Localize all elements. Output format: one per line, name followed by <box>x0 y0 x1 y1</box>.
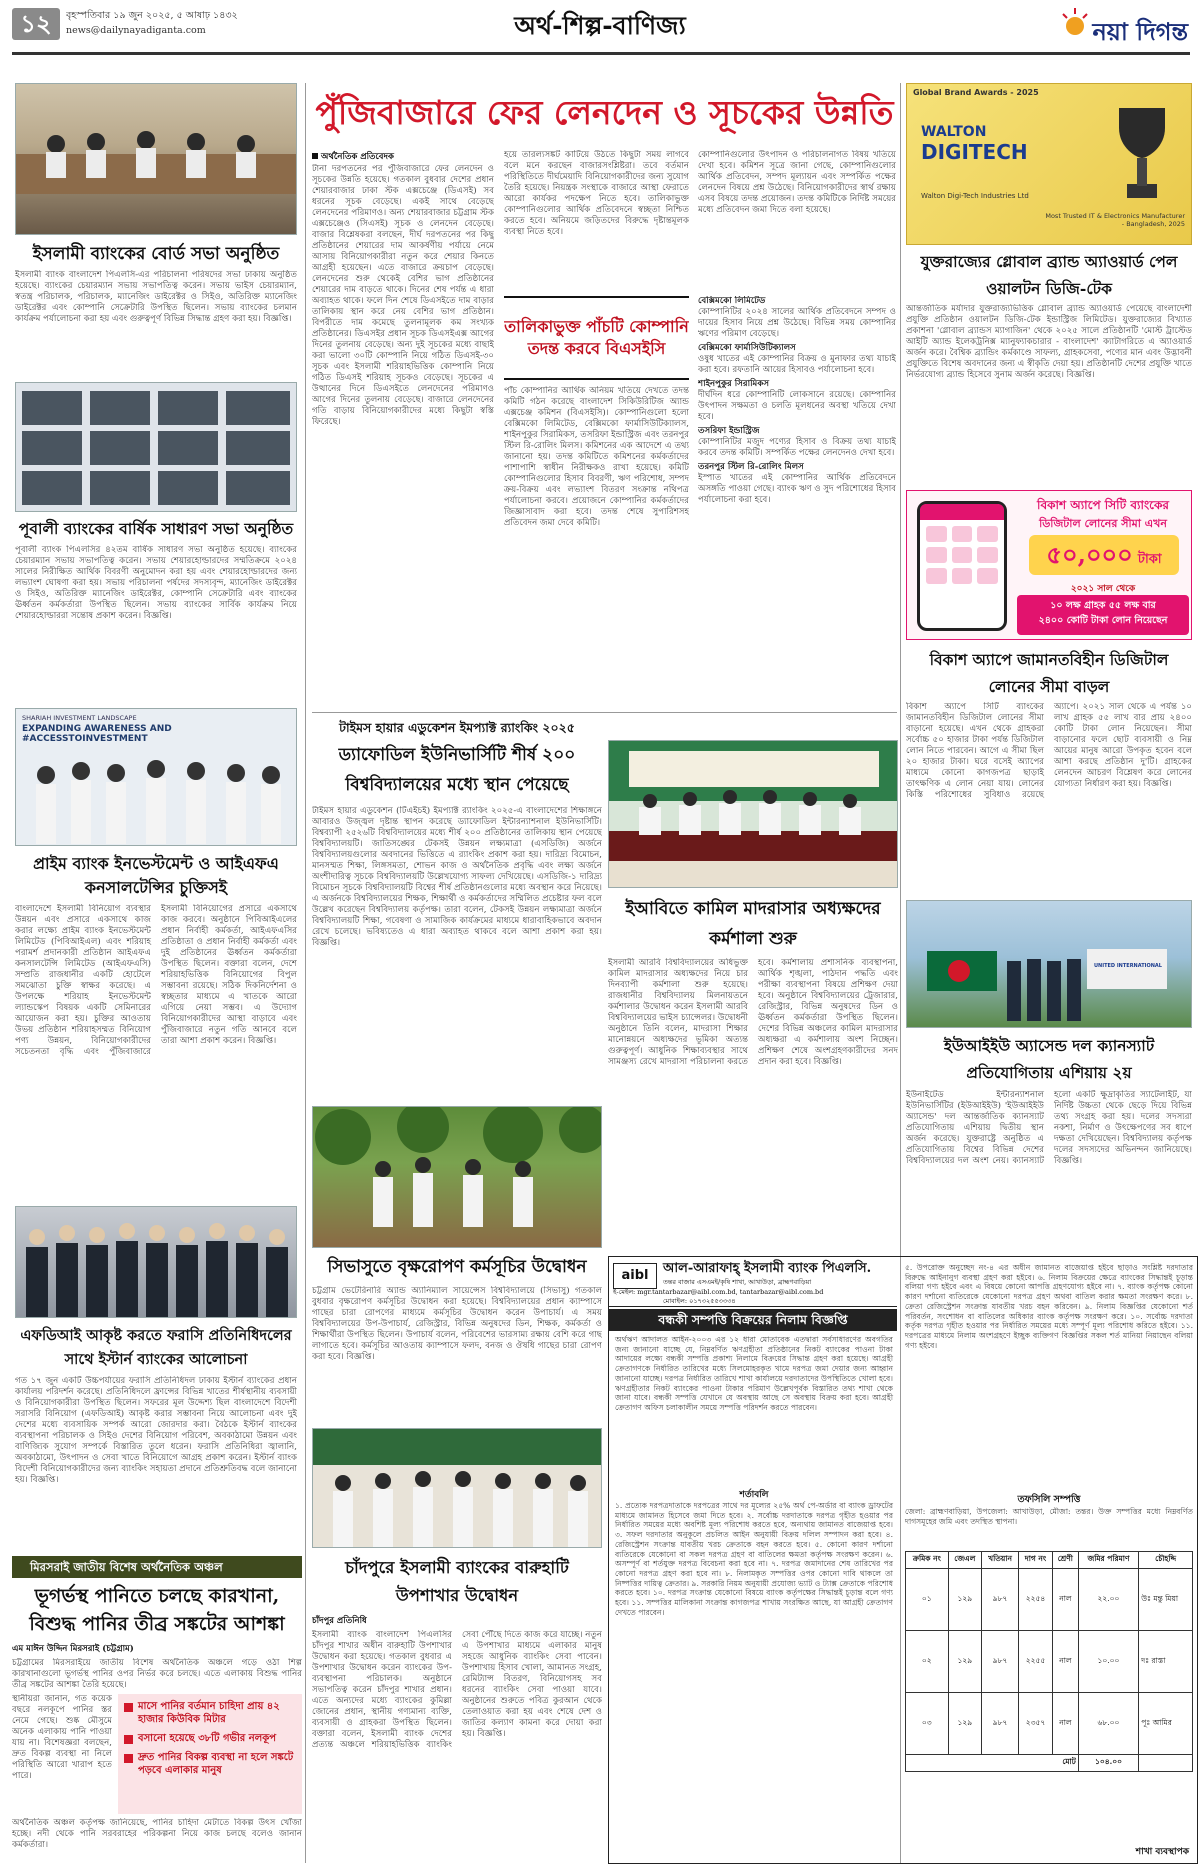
daffodil-headline: ড্যাফোডিল ইউনিভার্সিটি শীর্ষ ২০০ বিশ্ববিদ্যালয়ের মধ্যে স্থান পেয়েছে <box>338 745 576 795</box>
table-cell: ২২৫৫ <box>1019 1631 1053 1693</box>
bullet-square-icon <box>124 1703 133 1712</box>
table-cell: ২৩৫৭ <box>1019 1693 1053 1755</box>
inset-headline: তালিকাভুক্ত পাঁচটি কোম্পানি তদন্ত করবে বিএসইসি <box>504 317 689 358</box>
bkash-note2: ২৪০০ কোটি টাকা লোন নিয়েছেন <box>1038 615 1168 626</box>
uiu-headline: ইউআইইউ অ্যাসেন্ড দল ক্যানস্যাট প্রতিযোগিতায় এশিয়ায় ২য় <box>943 1036 1155 1082</box>
daffodil-body: টাইমস হায়ার এডুকেশন (টিএইচই) ইমপ্যাক্ট র‌্যাংকিং ২০২৫-এ বাংলাদেশের শিক্ষাঙ্গনে আবারও উজ্জ্বল দৃষ্টান্ত স্থাপন করেছে ড্যাফোডিল ইন্টারন্যাশনাল ইউনিভার্সিটি। বিশ্বব্যাপী ২৫২৬টি বিশ্ববিদ্যালয়ের মধ্যে শীর্ষ ২০০ প্রতিষ্ঠানের তালিকায় স্থান পেয়েছে বিশ্ববিদ্যালয়টি। জাতিসঙ্ঘের টেকসই উন্নয়ন লক্ষ্যমাত্রা (এসডিজি) অর্জনে বিশ্ববিদ্যালয়গুলোর অবদানের ভিত্তিতে এ র‌্যাংকিং প্রকাশ করা হয়। দারিদ্র্য বিমোচন, মানসম্মত শিক্ষা, লিঙ্গসমতা, শোভন কাজ ও অর্থনৈতিক প্রবৃদ্ধি এবং লক্ষ্য অর্জনে অংশীদারিত্ব সূচকে বিশ্ববিদ্যালয়টি উল্লেখযোগ্য সাফল্য দেখিয়েছে। এসডিজি-১ দারিদ্র্য বিমোচন সূচকে বিশ্ববিদ্যালয়টি বিশ্বের শীর্ষ প্রতিষ্ঠানগুলোর মধ্যে অবস্থান করে নিয়েছে। এ অর্জনকে বিশ্ববিদ্যালয়ের শিক্ষক, শিক্ষার্থী ও কর্মকর্তাদের সম্মিলিত প্রচেষ্টার ফল বলে উল্লেখ করেছেন বিশ্ববিদ্যালয় কর্তৃপক্ষ। তারা বলেন, টেকসই উন্নয়ন লক্ষ্যমাত্রা অর্জনে বিশ্ববিদ্যালয়টি শিক্ষা, গবেষণা ও সামাজিক কার্যক্রমের মাধ্যমে ধারাবাহিকভাবে অবদান রেখে চলেছে। ভবিষ্যতেও এ ধারা অব্যাহত থাকবে বলে আশা প্রকাশ করা হয়। বিজ্ঞপ্তি। <box>312 806 602 948</box>
chandpur-headline: চাঁদপুরে ইসলামী ব্যাংকের বারুহাটি উপশাখার উদ্বোধন <box>345 1558 569 1605</box>
app-tile-icon <box>926 526 947 542</box>
iabt-body: ইসলামী আরবি বিশ্ববিদ্যালয়ের অধিভুক্ত কামিল মাদরাসার অধ্যক্ষদের নিয়ে চার দিনব্যাপী কর্মশালা শুরু হয়েছে। রাজধানীর বিশ্ববিদ্যালয় মিলনায়তনে কর্মশালার উদ্বোধন করেন ইসলামী আরবি বিশ্ববিদ্যালয়ের ভাইস চ্যান্সেলর। উদ্বোধনী অনুষ্ঠানে তিনি বলেন, মাদরাসা শিক্ষার মানোন্নয়নে অধ্যক্ষদের ভূমিকা অত্যন্ত গুরুত্বপূর্ণ। আধুনিক শিক্ষাব্যবস্থার সাথে সামঞ্জস্য রেখে মাদরাসা পরিচালনা করতে হবে। কর্মশালায় প্রশাসনিক ব্যবস্থাপনা, আর্থিক শৃঙ্খলা, পাঠদান পদ্ধতি এবং পরীক্ষা ব্যবস্থাপনা বিষয়ে প্রশিক্ষণ দেয়া হবে। অনুষ্ঠানে বিশ্ববিদ্যালয়ের ট্রেজারার, রেজিস্ট্রার, বিভিন্ন অনুষদের ডিন ও ঊর্ধ্বতন কর্মকর্তারা উপস্থিত ছিলেন। দেশের বিভিন্ন অঞ্চলের কামিল মাদরাসার অধ্যক্ষরা এ কর্মশালায় অংশ নিচ্ছেন। প্রশিক্ষণ শেষে অংশগ্রহণকারীদের সনদ প্রদান করা হবে। বিজ্ঞপ্তি। <box>608 958 898 1067</box>
tree-body: চট্টগ্রাম ভেটেরিনারি অ্যান্ড অ্যানিম্যাল সায়েন্সেস বিশ্ববিদ্যালয়ে (সিভাসু) গতকাল বুধবার বৃক্ষরোপণ কর্মসূচির উদ্বোধন করা হয়েছে। বিশ্ববিদ্যালয়ের প্রধান ক্যাম্পাসে গাছের চারা রোপণের মাধ্যমে কর্মসূচির উদ্বোধন করেন উপাচার্য। এ সময় বিশ্ববিদ্যালয়ের উপ-উপাচার্য, রেজিস্ট্রার, বিভিন্ন অনুষদের ডিন, শিক্ষক, কর্মকর্তা ও শিক্ষার্থীরা উপস্থিত ছিলেন। উপাচার্য বলেন, পরিবেশের ভারসাম্য রক্ষায় বেশি করে গাছ লাগাতে হবে। কর্মসূচির আওতায় ক্যাম্পাসে ফলদ, বনজ ও ঔষধি গাছের চারা রোপণ করা হবে। বিজ্ঞপ্তি। <box>312 1286 602 1362</box>
app-tile-icon <box>977 526 998 542</box>
table-cell: ০৩ <box>906 1693 949 1755</box>
bkash-ad-line2: ডিজিটাল লোনের সীমা এখন <box>1039 517 1167 530</box>
walton-award-title: Global Brand Awards - 2025 <box>913 88 1039 97</box>
uiu-photo <box>906 900 1192 1028</box>
table-cell: ০২ <box>906 1631 949 1693</box>
mirsarai-bullet-text: দ্রুত পানির বিকল্প ব্যবস্থা না হলে সঙ্কটে পড়বে এলাকার মানুষ <box>138 1752 294 1776</box>
auction-schedule-table <box>905 1551 1193 1772</box>
iabt-photo <box>608 740 898 888</box>
auction-branch: তন্তর বাজার এসএমই/কৃষি শাখা, আখাউড়া, ব্রাহ্মণবাড়িয়া <box>663 1278 812 1286</box>
main-body-col3-top: কোম্পানিগুলোর উৎপাদন ও পরিচালনাগত বিষয় খতিয়ে দেখা হবে। কমিশন সূত্রে জানা গেছে, কোম্পানিগুলোর আর্থিক প্রতিবেদন, সম্পদ মূল্যায়ন এবং সম্পর্কিত পক্ষের লেনদেন বিষয়ে প্রশ্ন উঠেছে। বিনিয়োগকারীদের স্বার্থ রক্ষায় এসব বিষয়ে তদন্ত প্রয়োজন। তদন্ত কমিটিকে নির্দিষ্ট সময়ের মধ্যে প্রতিবেদন জমা দিতে বলা হয়েছে। <box>698 150 896 215</box>
iabt-headline: ইআবিতে কামিল মাদরাসার অধ্যক্ষদের কর্মশালা শুরু <box>625 899 881 949</box>
phone-screen-header <box>920 504 1004 520</box>
walton-ad <box>906 83 1192 245</box>
table-cell: ১০.০০ <box>1078 1631 1138 1693</box>
logo-text: নয়া দিগন্ত <box>1092 17 1188 46</box>
header-dateline <box>66 8 326 42</box>
table-cell: উঃ মন্তু মিয়া <box>1139 1569 1193 1631</box>
mirsarai-body-left: স্থানীয়রা জানান, গত কয়েক বছরে নলকূপে পানির স্তর নেমে গেছে। শুষ্ক মৌসুমে অনেক এলাকায় পানি পাওয়া যায় না। বিশেষজ্ঞরা বলছেন, দ্রুত বিকল্প ব্যবস্থা না নিলে পরিস্থিতি আরো খারাপ হতে পারে। <box>12 1694 112 1781</box>
mirsarai-bullet-3 <box>124 1751 296 1777</box>
auction-header <box>609 1257 897 1307</box>
company-5: তরনপুর স্টিল রি-রোলিং মিলস <box>698 462 804 472</box>
bullet-square-icon <box>124 1754 133 1763</box>
page-number-box <box>12 8 60 40</box>
table-header-cell: জেএল <box>948 1552 981 1569</box>
table-cell: নাল <box>1052 1631 1078 1693</box>
mirsarai-highlight-box <box>118 1694 302 1814</box>
mirsarai-headline: ভূগর্ভস্থ পানিতে চলছে কারখানা, বিশুদ্ধ পানির তীব্র সঙ্কটের আশঙ্কা <box>29 1585 285 1635</box>
auction-schedule-desc: জেলা: ব্রাহ্মণবাড়িয়া, উপজেলা: আখাউড়া, মৌজা: তন্তর। উক্ত সম্পত্তির মধ্যে নিম্নবর্ণিত দাগসমূহের জমি এবং তদস্থিত স্থাপনা। <box>905 1507 1193 1526</box>
section-divider <box>312 712 897 713</box>
page-number: ১২ <box>20 9 52 38</box>
app-tile-icon <box>952 547 973 563</box>
app-tile-icon <box>926 547 947 563</box>
pubali-agm-headline: পূবালী ব্যাংকের বার্ষিক সাধারণ সভা অনুষ্ঠিত <box>18 519 294 538</box>
walton-headline: যুক্তরাজ্যের গ্লোবাল ব্র্যান্ড অ্যাওয়ার্ড পেল ওয়ালটন ডিজি-টেক <box>920 252 1178 298</box>
tree-headline: সিভাসুতে বৃক্ষরোপণ কর্মসূচির উদ্বোধন <box>327 1257 587 1277</box>
bkash-note-year: ২০২১ সাল থেকে <box>1070 584 1136 594</box>
company-2: বেক্সিমকো ফার্মাসিউটিক্যালস <box>698 343 796 353</box>
table-cell: ২২৫৪ <box>1019 1569 1053 1631</box>
table-row <box>906 1569 1193 1631</box>
chandpur-photo <box>312 1428 602 1548</box>
bkash-note-box <box>1017 595 1189 635</box>
table-total-value: ১০৪.০০ <box>1078 1755 1138 1772</box>
mirsarai-bullet-1 <box>124 1700 296 1726</box>
main-headline: পুঁজিবাজারে ফের লেনদেন ও সূচকের উন্নতি <box>315 93 894 132</box>
table-cell: পূঃ আমির <box>1139 1693 1193 1755</box>
walton-caption: Most Trusted IT & Electronics Manufacturer - Bangladesh, 2025 <box>1045 212 1185 228</box>
main-byline-text: অর্থনৈতিক প্রতিবেদক <box>321 152 394 162</box>
mirsarai-bullet-text: মাসে পানির বর্তমান চাহিদা প্রায় ৪২ হাজার কিউবিক মিটার <box>138 1701 280 1725</box>
table-row <box>906 1631 1193 1693</box>
issue-date: বৃহস্পতিবার ১৯ জুন ২০২৫, ৫ আষাঢ় ১৪৩২ <box>66 10 238 21</box>
phone-app-grid <box>920 520 1004 590</box>
auction-bank-name: আল-আরাফাহ্ ইসলামী ব্যাংক পিএলসি. <box>663 1261 872 1276</box>
eastern-bank-headline: এফডিআই আকৃষ্ট করতে ফরাসি প্রতিনিধিদলের সাথে ইস্টার্ন ব্যাংকের আলোচনা <box>20 1327 292 1368</box>
table-cell: ২২.০০ <box>1078 1569 1138 1631</box>
company-3: শাইনপুকুর সিরামিকস <box>698 379 770 389</box>
prime-bank-body: বাংলাদেশে ইসলামী বিনিয়োগ ব্যবস্থার উন্নয়ন এবং প্রসারে একসাথে কাজ করার লক্ষ্যে প্রাইম ব্যাংক ইনভেস্টমেন্ট লিমিটেড (পিবিআইএল) এবং শরিয়াহ পরামর্শ প্রদানকারী প্রতিষ্ঠান আইএফএ কনসালটেন্সি লিমিটেড (আইএফএসি) সম্প্রতি রাজধানীর একটি হোটেলে সমঝোতা চুক্তি স্বাক্ষর করেছে। এ উপলক্ষে শরিয়াহ ইনভেস্টমেন্ট ল্যান্ডস্কেপ বিষয়ক একটি সেমিনারের আয়োজন করা হয়। চুক্তির আওতায় উভয় প্রতিষ্ঠান শরিয়াহসম্মত বিনিয়োগ পণ্য উন্নয়ন, বিনিয়োগকারীদের সচেতনতা বৃদ্ধি এবং পুঁজিবাজারে ইসলামী বিনিয়োগের প্রসারে একসাথে কাজ করবে। অনুষ্ঠানে পিবিআইএলের প্রধান নির্বাহী কর্মকর্তা, আইএফএসির প্রতিষ্ঠাতা ও প্রধান নির্বাহী কর্মকর্তা এবং দুই প্রতিষ্ঠানের ঊর্ধ্বতন কর্মকর্তারা উপস্থিত ছিলেন। বক্তারা বলেন, দেশে শরিয়াহভিত্তিক বিনিয়োগের বিপুল সম্ভাবনা রয়েছে। সঠিক দিকনির্দেশনা ও স্বচ্ছতার মাধ্যমে এ খাতকে আরো এগিয়ে নেয়া সম্ভব। এ উদ্যোগ বিনিয়োগকারীদের আস্থা বাড়াবে এবং পুঁজিবাজারে নতুন গতি আনবে বলে তারা আশা প্রকাশ করেন। বিজ্ঞপ্তি। <box>15 904 297 1057</box>
bkash-amount-box <box>1029 535 1179 575</box>
walton-body: আন্তর্জাতিক মর্যাদার যুক্তরাজ্যভিত্তিক গ্লোবাল ব্র্যান্ড অ্যাওয়ার্ড পেয়েছে বাংলাদেশী প্রযুক্তি প্রতিষ্ঠান ওয়ালটন ডিজি-টেক ইন্ডাস্ট্রিজ লিমিটেড। যুক্তরাজ্যের বিখ্যাত প্রকাশনা 'গ্লোবাল ব্র্যান্ডস ম্যাগাজিন' থেকে ২০২৫ সালে প্রতিষ্ঠানটি 'মোস্ট ট্রাস্টেড আইটি অ্যান্ড ইলেকট্রনিক্স ম্যানুফ্যাকচারার - বাংলাদেশ' ক্যাটাগরিতে এ অ্যাওয়ার্ড অর্জন করে। বৈশ্বিক ব্র্যান্ডিং কর্মকাণ্ডে সাফল্য, গ্রাহকসেবা, পণ্যের মান এবং উদ্ভাবনী প্রযুক্তিতে বিশেষ অবদানের জন্য এ স্বীকৃতি দেয়া হয়। প্রতিষ্ঠানটি দেশের প্রযুক্তি খাতে নির্ভরযোগ্য ব্র্যান্ড হিসেবে সুনাম অর্জন করেছে। বিজ্ঞপ্তি। <box>906 304 1192 380</box>
bkash-ad-line1: বিকাশ অ্যাপে সিটি ব্যাংকের <box>1037 498 1169 512</box>
section-title: অর্থ-শিল্প-বাণিজ্য <box>514 11 686 40</box>
table-cell: ৯৮৭ <box>982 1631 1019 1693</box>
table-cell: নাল <box>1052 1693 1078 1755</box>
bkash-ad <box>906 490 1192 640</box>
uiu-banner-text: UNITED INTERNATIONAL <box>1094 963 1162 969</box>
inset-headline-box <box>504 296 689 380</box>
table-header-cell: ক্রমিক নং <box>906 1552 949 1569</box>
table-cell: ৯৮৭ <box>982 1569 1019 1631</box>
eastern-bank-body: গত ১৭ জুন একটি উচ্চপর্যায়ের ফরাসি প্রতিনিধিদল ঢাকায় ইস্টার্ন ব্যাংকের প্রধান কার্যালয় পরিদর্শন করেছে। প্রতিনিধিদলে ফ্রান্সের বিভিন্ন খাতের শীর্ষস্থানীয় ব্যবসায়ী ও বিনিয়োগকারীরা উপস্থিত ছিলেন। সফরের মূল উদ্দেশ্য ছিল বাংলাদেশে বিদেশী সরাসরি বিনিয়োগ (এফডিআই) আকৃষ্ট করার সম্ভাবনা নিয়ে আলোচনা এবং দুই দেশের মধ্যে ব্যবসায়িক সম্পর্ক আরো জোরদার করা। বৈঠকে ইস্টার্ন ব্যাংকের ব্যবস্থাপনা পরিচালক ও সিইও দেশের বিনিয়োগ পরিবেশ, অবকাঠামো উন্নয়ন এবং বাণিজ্যিক সুযোগ সম্পর্কে বিস্তারিত তুলে ধরেন। ফরাসি প্রতিনিধিরা জ্বালানি, অবকাঠামো, উৎপাদন ও সেবা খাতে বিনিয়োগে আগ্রহ প্রকাশ করেন। ইস্টার্ন ব্যাংক বিদেশী বিনিয়োগকারীদের জন্য ব্যাংকিং সহায়তা প্রদানে প্রতিশ্রুতিবদ্ধ বলে জানানো হয়। বিজ্ঞপ্তি। <box>15 1376 297 1485</box>
table-header-row <box>906 1552 1193 1569</box>
table-cell: ১২৯ <box>948 1631 981 1693</box>
mirsarai-tag-text: মিরসরাই জাতীয় বিশেষ অর্থনৈতিক অঞ্চল <box>30 1560 223 1574</box>
table-cell: ৯৮৭ <box>982 1693 1019 1755</box>
auction-intro: অর্থঋণ আদালত আইন-২০০৩ এর ১২ ধারা মোতাবেক এতদ্বারা সর্বসাধারণের অবগতির জন্য জানানো যাচ্ছে যে, নিম্নবর্ণিত ঋণগ্রহীতা প্রতিষ্ঠানের নিকট ব্যাংকের পাওনা টাকা আদায়ের লক্ষ্যে বন্ধকী সম্পত্তি প্রকাশ্য নিলামে বিক্রয়ের সিদ্ধান্ত গ্রহণ করা হয়েছে। আগ্রহী ক্রেতাগণকে নির্ধারিত তারিখের মধ্যে সিলমোহরকৃত খামে দরপত্র জমা দেয়ার জন্য আহ্বান জানানো যাচ্ছে। দরপত্র নির্ধারিত তারিখে শাখা কার্যালয়ে দরদাতাদের উপস্থিতিতে খোলা হবে। ঋণগ্রহীতার নিকট ব্যাংকের পাওনা টাকার পরিমাণ উল্লেখপূর্বক বিস্তারিত তথ্য শাখা থেকে জানা যাবে। বন্ধকী সম্পত্তি যেখানে যে অবস্থায় আছে সে অবস্থায় বিক্রয় করা হবে। আগ্রহী ক্রেতাগণ অফিস চলাকালীন সময়ে সম্পত্তি পরিদর্শন করতে পারবেন। <box>615 1335 893 1413</box>
trophy-icon <box>1107 98 1177 208</box>
auction-terms-right: ৫. উপরোক্ত অনুচ্ছেদ নং-৪ এর অধীন জামানত বাজেয়াপ্ত হইবে ছাড়াও সংশ্লিষ্ট দরদাতার বিরুদ্ধে আইনানুগ ব্যবস্থা গ্রহণ করা হইবে। ৬. নিলাম বিক্রয়ের ক্ষেত্রে ব্যাংকের সিদ্ধান্তই চূড়ান্ত বলিয়া গণ্য হইবে এবং এ বিষয়ে কোনো আপত্তি গ্রহণযোগ্য হইবে না। ৭. ব্যাংক কর্তৃপক্ষ কোনো কারণ দর্শানো ব্যতিরেকে যেকোনো দরপত্র গ্রহণ অথবা বাতিল করার ক্ষমতা সংরক্ষণ করে। ৮. ক্রেতা রেজিস্ট্রেশন সংক্রান্ত যাবতীয় খরচ বহন করিবেন। ৯. নিলাম বিজ্ঞপ্তির যেকোনো শর্ত পরিবর্তন, সংশোধন বা বাতিলের অধিকার ব্যাংক কর্তৃপক্ষ সংরক্ষণ করে। ১০. সর্বোচ্চ দরদাতা কর্তৃক দরপত্র গৃহীত হওয়ার পর নির্ধারিত সময়ের মধ্যে সম্পূর্ণ মূল্য পরিশোধ করিতে হইবে। ১১. দরপত্রের মাধ্যমে নিলাম অংশগ্রহণে ইচ্ছুক ব্যক্তিগণ বিজ্ঞপ্তির সকল শর্ত মানিয়া নিয়াছেন বলিয়া গণ্য হইবে। <box>905 1263 1193 1350</box>
aibl-logo-text: aibl <box>621 1268 649 1283</box>
mirsarai-body-bottom: অর্থনৈতিক অঞ্চল কর্তৃপক্ষ জানিয়েছে, পানির চাহিদা মেটাতে বিকল্প উৎস খোঁজা হচ্ছে। নদী থেকে পানি সরবরাহের পরিকল্পনা নিয়ে কাজ চলছে বলেও জানান কর্মকর্তারা। <box>12 1818 302 1850</box>
bkash-currency: টাকা <box>1137 552 1162 567</box>
table-cell: দঃ রাস্তা <box>1139 1631 1193 1693</box>
auction-terms-label: শর্তাবলি <box>739 1490 769 1500</box>
prime-banner-text: EXPANDING AWARENESS AND #ACCESSTOINVESTMENT <box>22 724 172 744</box>
app-tile-icon <box>926 568 947 584</box>
auction-signature: শাখা ব্যবস্থাপক <box>1135 1847 1189 1857</box>
table-cell: ৬৮.০০ <box>1078 1693 1138 1755</box>
masthead-logo <box>1000 6 1190 46</box>
mirsarai-body-top: চট্টগ্রামের মিরসরাইয়ে জাতীয় বিশেষ অর্থনৈতিক অঞ্চলে গড়ে ওঠা শিল্প কারখানাগুলো ভূগর্ভস্থ পানির ওপর নির্ভর করে চলছে। এতে এলাকায় বিশুদ্ধ পানির তীব্র সঙ্কটের আশঙ্কা তৈরি হয়েছে। <box>12 1658 302 1690</box>
islami-board-body: ইসলামী ব্যাংক বাংলাদেশ পিএলসি-এর পরিচালনা পরিষদের সভা ঢাকায় অনুষ্ঠিত হয়েছে। ব্যাংকের চেয়ারম্যান সভায় সভাপতিত্ব করেন। সভায় ভাইস চেয়ারম্যান, স্বতন্ত্র পরিচালক, পরিচালক, ম্যানেজিং ডাইরেক্টর ও সিইও, অতিরিক্ত ম্যানেজিং ডাইরেক্টর এবং কোম্পানি সেক্রেটারি উপস্থিত ছিলেন। সভায় ব্যাংকের চলমান কার্যক্রম পর্যালোচনা করা হয় এবং গুরুত্বপূর্ণ বিভিন্ন সিদ্ধান্ত গ্রহণ করা হয়। বিজ্ঞপ্তি। <box>15 270 297 324</box>
auction-title-bar <box>609 1309 897 1331</box>
table-header-cell: দাগ নং <box>1019 1552 1053 1569</box>
pubali-agm-body: পূবালী ব্যাংক পিএলসির ৪২তম বার্ষিক সাধারণ সভা অনুষ্ঠিত হয়েছে। ব্যাংকের চেয়ারম্যান সভায় সভাপতিত্ব করেন। সভায় শেয়ারহোল্ডারদের সম্মতিক্রমে ২০২৪ সালের নিরীক্ষিত আর্থিক বিবরণী অনুমোদন করা হয় এবং শেয়ারহোল্ডারদের জন্য লভ্যাংশ ঘোষণা করা হয়। সভায় পরিচালনা পর্ষদের সদস্যবৃন্দ, ম্যানেজিং ডাইরেক্টর ও সিইও, অতিরিক্ত ম্যানেজিং ডাইরেক্টর, কোম্পানি সেক্রেটারি এবং ব্যাংকের ঊর্ধ্বতন কর্মকর্তারা উপস্থিত ছিলেন। সভায় ব্যাংকের সার্বিক কার্যক্রম নিয়ে শেয়ারহোল্ডাররা সন্তোষ প্রকাশ করেন। বিজ্ঞপ্তি। <box>15 545 297 621</box>
table-header-cell: শ্রেণী <box>1052 1552 1078 1569</box>
auction-title: বন্ধকী সম্পত্তি বিক্রয়ের নিলাম বিজ্ঞপ্তি <box>658 1312 848 1327</box>
auction-email[interactable]: ই-মেইল: mgr.tantarbazar@aibl.com.bd, tantarbazar@aibl.com.bd <box>613 1288 824 1296</box>
phone-mockup <box>917 501 1007 631</box>
mirsarai-bullet-2 <box>124 1732 296 1745</box>
aibl-logo <box>613 1263 657 1289</box>
auction-schedule-title: তফসিলি সম্পত্তি <box>1017 1494 1081 1505</box>
mirsarai-tag <box>12 1556 302 1578</box>
table-cell <box>1139 1755 1193 1772</box>
auction-notice <box>608 1256 1198 1864</box>
table-cell: নাল <box>1052 1569 1078 1631</box>
header-rule <box>12 52 1190 55</box>
islami-board-headline: ইসলামী ব্যাংকের বোর্ড সভা অনুষ্ঠিত <box>32 244 280 264</box>
walton-brand-text: WALTON <box>921 124 987 140</box>
app-tile-icon <box>952 568 973 584</box>
column-divider <box>305 83 306 1863</box>
bkash-note1: ১০ লক্ষ গ্রাহক ৫৫ লক্ষ বার <box>1050 600 1156 611</box>
app-tile-icon <box>977 547 998 563</box>
mirsarai-bullet-text: বসানো হয়েছে ৩৮টি গভীর নলকূপ <box>138 1733 276 1744</box>
eastern-bank-photo <box>15 1206 297 1318</box>
chandpur-byline: চাঁদপুর প্রতিনিধি <box>312 1616 367 1626</box>
auction-terms-left: ১. প্রত্যেক দরপত্রদাতাকে দরপত্রের সাথে দর মূল্যের ২৫% অর্থ পে-অর্ডার বা ব্যাংক ড্রাফটের মাধ্যমে জামানত হিসেবে জমা দিতে হবে। ২. সর্বোচ্চ দরদাতাকে দরপত্র গৃহীত হওয়ার পর নির্ধারিত সময়ের মধ্যে অবশিষ্ট মূল্য পরিশোধ করতে হবে, অন্যথায় জামানত বাজেয়াপ্ত হবে। ৩. সফল দরদাতার অনুকূলে প্রচলিত আইন অনুযায়ী বিক্রয় দলিল সম্পাদন করা হবে। ৪. রেজিস্ট্রেশন সংক্রান্ত যাবতীয় খরচ ক্রেতাকে বহন করতে হবে। ৫. কোনো কারণ দর্শানো ব্যতিরেকে যেকোনো বা সকল দরপত্র গ্রহণ বা বাতিলের ক্ষমতা কর্তৃপক্ষ সংরক্ষণ করেন। ৬. অসম্পূর্ণ বা শর্তযুক্ত দরপত্র বিবেচনা করা হবে না। ৭. দরপত্র জমাদানের শেষ তারিখের পর কোনো দরপত্র গ্রহণ করা হবে না। ৮. নিলামকৃত সম্পত্তির ওপর কোনো দাবি থাকলে তা নিষ্পত্তির দায়িত্ব ক্রেতার। ৯. সরকারি নিয়ম অনুযায়ী প্রযোজ্য ভ্যাট ও ট্যাক্স ক্রেতাকে পরিশোধ করতে হবে। ১০. দরপত্র সংক্রান্ত যেকোনো বিষয়ে ব্যাংক কর্তৃপক্ষের সিদ্ধান্তই চূড়ান্ত বলে গণ্য হবে। ১১. সম্পত্তির মালিকানা সংক্রান্ত কাগজপত্র শাখায় সংরক্ষিত আছে, যা আগ্রহী ক্রেতাগণ দেখতে পারবেন। <box>615 1501 893 1617</box>
prime-bank-headline: প্রাইম ব্যাংক ইনভেস্টমেন্ট ও আইএফএ কনসালটেন্সির চুক্তিসই <box>33 854 279 897</box>
main-body-col2-top: হয়ে তারল্যসঙ্কট কাটিয়ে উঠতে কিছুটা সময় লাগবে বলে মনে করছেন বাজারসংশ্লিষ্টরা। তবে বর্তমান পরিস্থিতিতে দীর্ঘমেয়াদি বিনিয়োগকারীদের জন্য সুযোগ তৈরি হয়েছে। নিয়ন্ত্রক সংস্থাকে বাজারে আস্থা ফেরাতে আরো কার্যকর পদক্ষেপ নিতে হবে। তালিকাভুক্ত কোম্পানিগুলোর আর্থিক প্রতিবেদনে স্বচ্ছতা নিশ্চিত করতে হবে। অনিয়মে জড়িতদের বিরুদ্ধে দৃষ্টান্তমূলক ব্যবস্থা নিতে হবে। <box>504 150 689 237</box>
prime-banner-top: SHARIAH INVESTMENT LANDSCAPE <box>22 714 137 722</box>
main-body-col2-bottom: পাঁচ কোম্পানির আর্থিক অনিয়ম খতিয়ে দেখতে তদন্ত কমিটি গঠন করেছে বাংলাদেশ সিকিউরিটিজ অ্যান্ড এক্সচেঞ্জ কমিশন (বিএসইসি)। কোম্পানিগুলো হলো বেক্সিমকো লিমিটেড, বেক্সিমকো ফার্মাসিউটিক্যালস, শাইনপুকুর সিরামিকস, তসরিফা ইন্ডাস্ট্রিজ এবং তরনপুর স্টিল রি-রোলিং মিলস। কমিশনের এক আদেশে এ তথ্য জানানো হয়। তদন্ত কমিটিতে কমিশনের কর্মকর্তাদের পাশাপাশি স্বাধীন নিরীক্ষকও রাখা হয়েছে। কমিটি কোম্পানিগুলোর হিসাব বিবরণী, ঋণ পরিশোধ, সম্পদ ক্রয়-বিক্রয় এবং লভ্যাংশ বিতরণ সংক্রান্ত নথিপত্র পর্যালোচনা করবে। প্রয়োজনে কোম্পানির কর্মকর্তাদের জিজ্ঞাসাবাদ করা হবে। তদন্ত শেষে সুপারিশসহ প্রতিবেদন জমা দেবে কমিটি। <box>504 386 689 528</box>
bullet-square-icon <box>124 1735 133 1744</box>
app-tile-icon <box>977 568 998 584</box>
company-4: তসরিফা ইন্ডাস্ট্রিজ <box>698 426 760 436</box>
mirsarai-byline: এম মাঈন উদ্দিন মিরসরাই (চট্টগ্রাম) <box>12 1644 134 1654</box>
bkash-headline: বিকাশ অ্যাপে জামানতবিহীন ডিজিটাল লোনের সীমা বাড়ল <box>929 650 1169 696</box>
app-tile-icon <box>952 526 973 542</box>
table-row <box>906 1693 1193 1755</box>
main-body-col3-bottom: বেক্সিমকো লিমিটেড কোম্পানিটির ২০২৪ সালের আর্থিক প্রতিবেদনে সম্পদ ও দায়ের হিসাব নিয়ে প্রশ্ন উঠেছে। বিভিন্ন সময় কোম্পানির ঋণের পরিমাণ বেড়েছে। বেক্সিমকো ফার্মাসিউটিক্যালস ওষুধ খাতের এই কোম্পানির বিক্রয় ও মুনাফার তথ্য যাচাই করা হবে। রফতানি আয়ের হিসাবও পর্যালোচনা হবে। শাইনপুকুর সিরামিকস দীর্ঘদিন ধরে কোম্পানিটি লোকসানে রয়েছে। কোম্পানির উৎপাদন সক্ষমতা ও চলতি মূলধনের অবস্থা খতিয়ে দেখা হবে। তসরিফা ইন্ডাস্ট্রিজ কোম্পানিটির মজুদ পণ্যের হিসাব ও বিক্রয় তথ্য যাচাই করবে তদন্ত কমিটি। সম্পর্কিত পক্ষের লেনদেনও দেখা হবে। তরনপুর স্টিল রি-রোলিং মিলস ইস্পাত খাতের এই কোম্পানির আর্থিক প্রতিবেদনে অসঙ্গতি পাওয়া গেছে। ব্যাংক ঋণ ও সুদ পরিশোধের হিসাব পর্যালোচনা করা হবে। <box>698 296 896 505</box>
tree-photo <box>312 1106 602 1248</box>
table-header-cell: চৌহদ্দি <box>1139 1552 1193 1569</box>
table-total-row <box>906 1755 1193 1772</box>
bkash-amount: ৫০,০০০ <box>1046 540 1133 569</box>
auction-phone[interactable]: মোবাইল: ০১৭৩২৫৫৩৩৩৪ <box>663 1297 736 1305</box>
table-header-cell: জমির পরিমাণ <box>1078 1552 1138 1569</box>
chandpur-body: ইসলামী ব্যাংক বাংলাদেশ পিএলসির চাঁদপুর শাখার অধীন বারুহাটি উপশাখার উদ্বোধন করা হয়েছে। গতকাল বুধবার এ উপশাখার উদ্বোধন করেন ব্যাংকের উপ-ব্যবস্থাপনা পরিচালক। অনুষ্ঠানে সভাপতিত্ব করেন চাঁদপুর শাখার প্রধান। এতে অন্যদের মধ্যে ব্যাংকের কুমিল্লা জোনের প্রধান, স্থানীয় গণ্যমান্য ব্যক্তি, ব্যবসায়ী ও গ্রাহকরা উপস্থিত ছিলেন। বক্তারা বলেন, ইসলামী ব্যাংক দেশের প্রত্যন্ত অঞ্চলে শরিয়াহভিত্তিক ব্যাংকিং সেবা পৌঁছে দিতে কাজ করে যাচ্ছে। নতুন এ উপশাখার মাধ্যমে এলাকার মানুষ সহজে আধুনিক ব্যাংকিং সেবা পাবেন। উপশাখায় হিসাব খোলা, আমানত সংগ্রহ, রেমিট্যান্স বিতরণ, বিনিয়োগসহ সব ধরনের ব্যাংকিং সেবা পাওয়া যাবে। অনুষ্ঠানের শুরুতে পবিত্র কুরআন থেকে তেলাওয়াত করা হয় এবং শেষে দেশ ও জাতির কল্যাণ কামনা করে দোয়া করা হয়। বিজ্ঞপ্তি। <box>312 1630 602 1750</box>
table-total-label: মোট <box>906 1755 1079 1772</box>
website-link[interactable]: news@dailynayadiganta.com <box>66 25 206 36</box>
daffodil-kicker: টাইমস হায়ার এডুকেশন ইমপ্যাক্ট র‌্যাংকিং ২০২৫ <box>339 720 575 735</box>
main-body-col1: টানা দরপতনের পর পুঁজিবাজারে ফের লেনদেন ও সূচকের উন্নতি হয়েছে। গতকাল বুধবার দেশের প্রধান শেয়ারবাজার ঢাকা স্টক এক্সচেঞ্জে (ডিএসই) সব ধরনের সূচক বেড়েছে। একই সাথে বেড়েছে লেনদেনের পরিমাণও। অন্য শেয়ারবাজার চট্টগ্রাম স্টক এক্সচেঞ্জেও (সিএসই) সূচক ও লেনদেন বেড়েছে। বাজার বিশ্লেষকরা বলছেন, দীর্ঘ দরপতনের পর কিছু প্রতিষ্ঠানের শেয়ারের দাম আকর্ষণীয় পর্যায়ে নেমে আসায় বিনিয়োগকারীরা নতুন করে শেয়ার কিনতে আগ্রহী হয়েছেন। এতে বাজারে ক্রয়চাপ বেড়েছে। লেনদেনের শুরু থেকেই বেশির ভাগ প্রতিষ্ঠানের শেয়ারের দাম বাড়তে থাকে। দিনের শেষ পর্যন্ত এ ধারা অব্যাহত থাকে। ফলে দিন শেষে ডিএসইতে দাম বাড়ার তালিকায় স্থান করে নেয় বেশির ভাগ প্রতিষ্ঠান। বিপরীতে দাম কমেছে তুলনামূলক কম সংখ্যক প্রতিষ্ঠানের। ডিএসইর প্রধান সূচক ডিএসইএক্স আগের দিনের তুলনায় বেড়েছে। অন্য দুই সূচকের মধ্যে বাছাই করা ভালো ৩০টি কোম্পানি নিয়ে গঠিত ডিএসই-৩০ সূচক এবং ইসলামী শরিয়াহভিত্তিক কোম্পানি নিয়ে গঠিত ডিএসই শরিয়াহ সূচকও বেড়েছে। সূচকের এ উত্থানের দিনে ডিএসইতে লেনদেনের পরিমাণও আগের দিনের তুলনায় বেড়েছে। বাজারে লেনদেনের গতি বাড়ায় বিনিয়োগকারীদের মধ্যে কিছুটা স্বস্তি ফিরেছে। <box>312 164 494 427</box>
company-1: বেক্সিমকো লিমিটেড <box>698 296 766 306</box>
table-cell: ১২৯ <box>948 1569 981 1631</box>
pubali-agm-photo <box>15 382 297 512</box>
table-cell: ১২৯ <box>948 1693 981 1755</box>
prime-bank-photo <box>15 708 297 846</box>
byline-bullet-icon <box>312 153 318 159</box>
table-cell: ০১ <box>906 1569 949 1631</box>
islami-board-photo <box>15 83 297 235</box>
walton-company: Walton Digi-Tech Industries Ltd <box>921 192 1029 200</box>
uiu-body: ইউনাইটেড ইন্টারন্যাশনাল ইউনিভার্সিটির (ইউআইইউ) 'ইউআইইউ অ্যাসেন্ড' দল আন্তর্জাতিক ক্যানস্যাট প্রতিযোগিতায় এশিয়ায় দ্বিতীয় স্থান অর্জন করেছে। যুক্তরাষ্ট্রে অনুষ্ঠিত এ প্রতিযোগিতায় বিশ্বের বিভিন্ন দেশের বিশ্ববিদ্যালয়ের দল অংশ নেয়। ক্যানস্যাট হলো একটি ক্ষুদ্রাকৃতির স্যাটেলাইট, যা নির্দিষ্ট উচ্চতা থেকে ছেড়ে দিয়ে বিভিন্ন তথ্য সংগ্রহ করা হয়। দলের সদস্যরা নকশা, নির্মাণ ও উৎক্ষেপণের সব ধাপে দক্ষতা দেখিয়েছেন। বিশ্ববিদ্যালয় কর্তৃপক্ষ দলের সদস্যদের অভিনন্দন জানিয়েছে। বিজ্ঞপ্তি। <box>906 1090 1192 1166</box>
sun-logo-icon <box>1058 6 1092 40</box>
main-byline <box>312 150 494 164</box>
bkash-body: বিকাশ অ্যাপে সিটি ব্যাংকের জামানতবিহীন ডিজিটাল লোনের সীমা বাড়ানো হয়েছে। এখন থেকে গ্রাহকরা সর্বোচ্চ ৫০ হাজার টাকা পর্যন্ত ডিজিটাল লোন নিতে পারবেন। আগে এ সীমা ছিল ২০ হাজার টাকা। ঘরে বসেই অ্যাপের মাধ্যমে কোনো কাগজপত্র ছাড়াই তাৎক্ষণিক এ লোন নেয়া যায়। লোনের কিস্তি পরিশোধের সুবিধাও রয়েছে অ্যাপে। ২০২১ সাল থেকে এ পর্যন্ত ১০ লাখ গ্রাহক ৫৫ লাখ বার প্রায় ২৪০০ কোটি টাকা লোন নিয়েছেন। সীমা বাড়ানোর ফলে ছোট ব্যবসায়ী ও নিম্ন আয়ের মানুষ আরো উপকৃত হবেন বলে আশা করছে প্রতিষ্ঠান দু'টি। গ্রাহকের লেনদেন আচরণ বিশ্লেষণ করে লোনের যোগ্যতা নির্ধারণ করা হয়। বিজ্ঞপ্তি। <box>906 702 1192 800</box>
table-header-cell: খতিয়ান <box>982 1552 1019 1569</box>
walton-brand2-text: DIGITECH <box>921 140 1028 164</box>
walton-brand <box>921 124 1071 164</box>
